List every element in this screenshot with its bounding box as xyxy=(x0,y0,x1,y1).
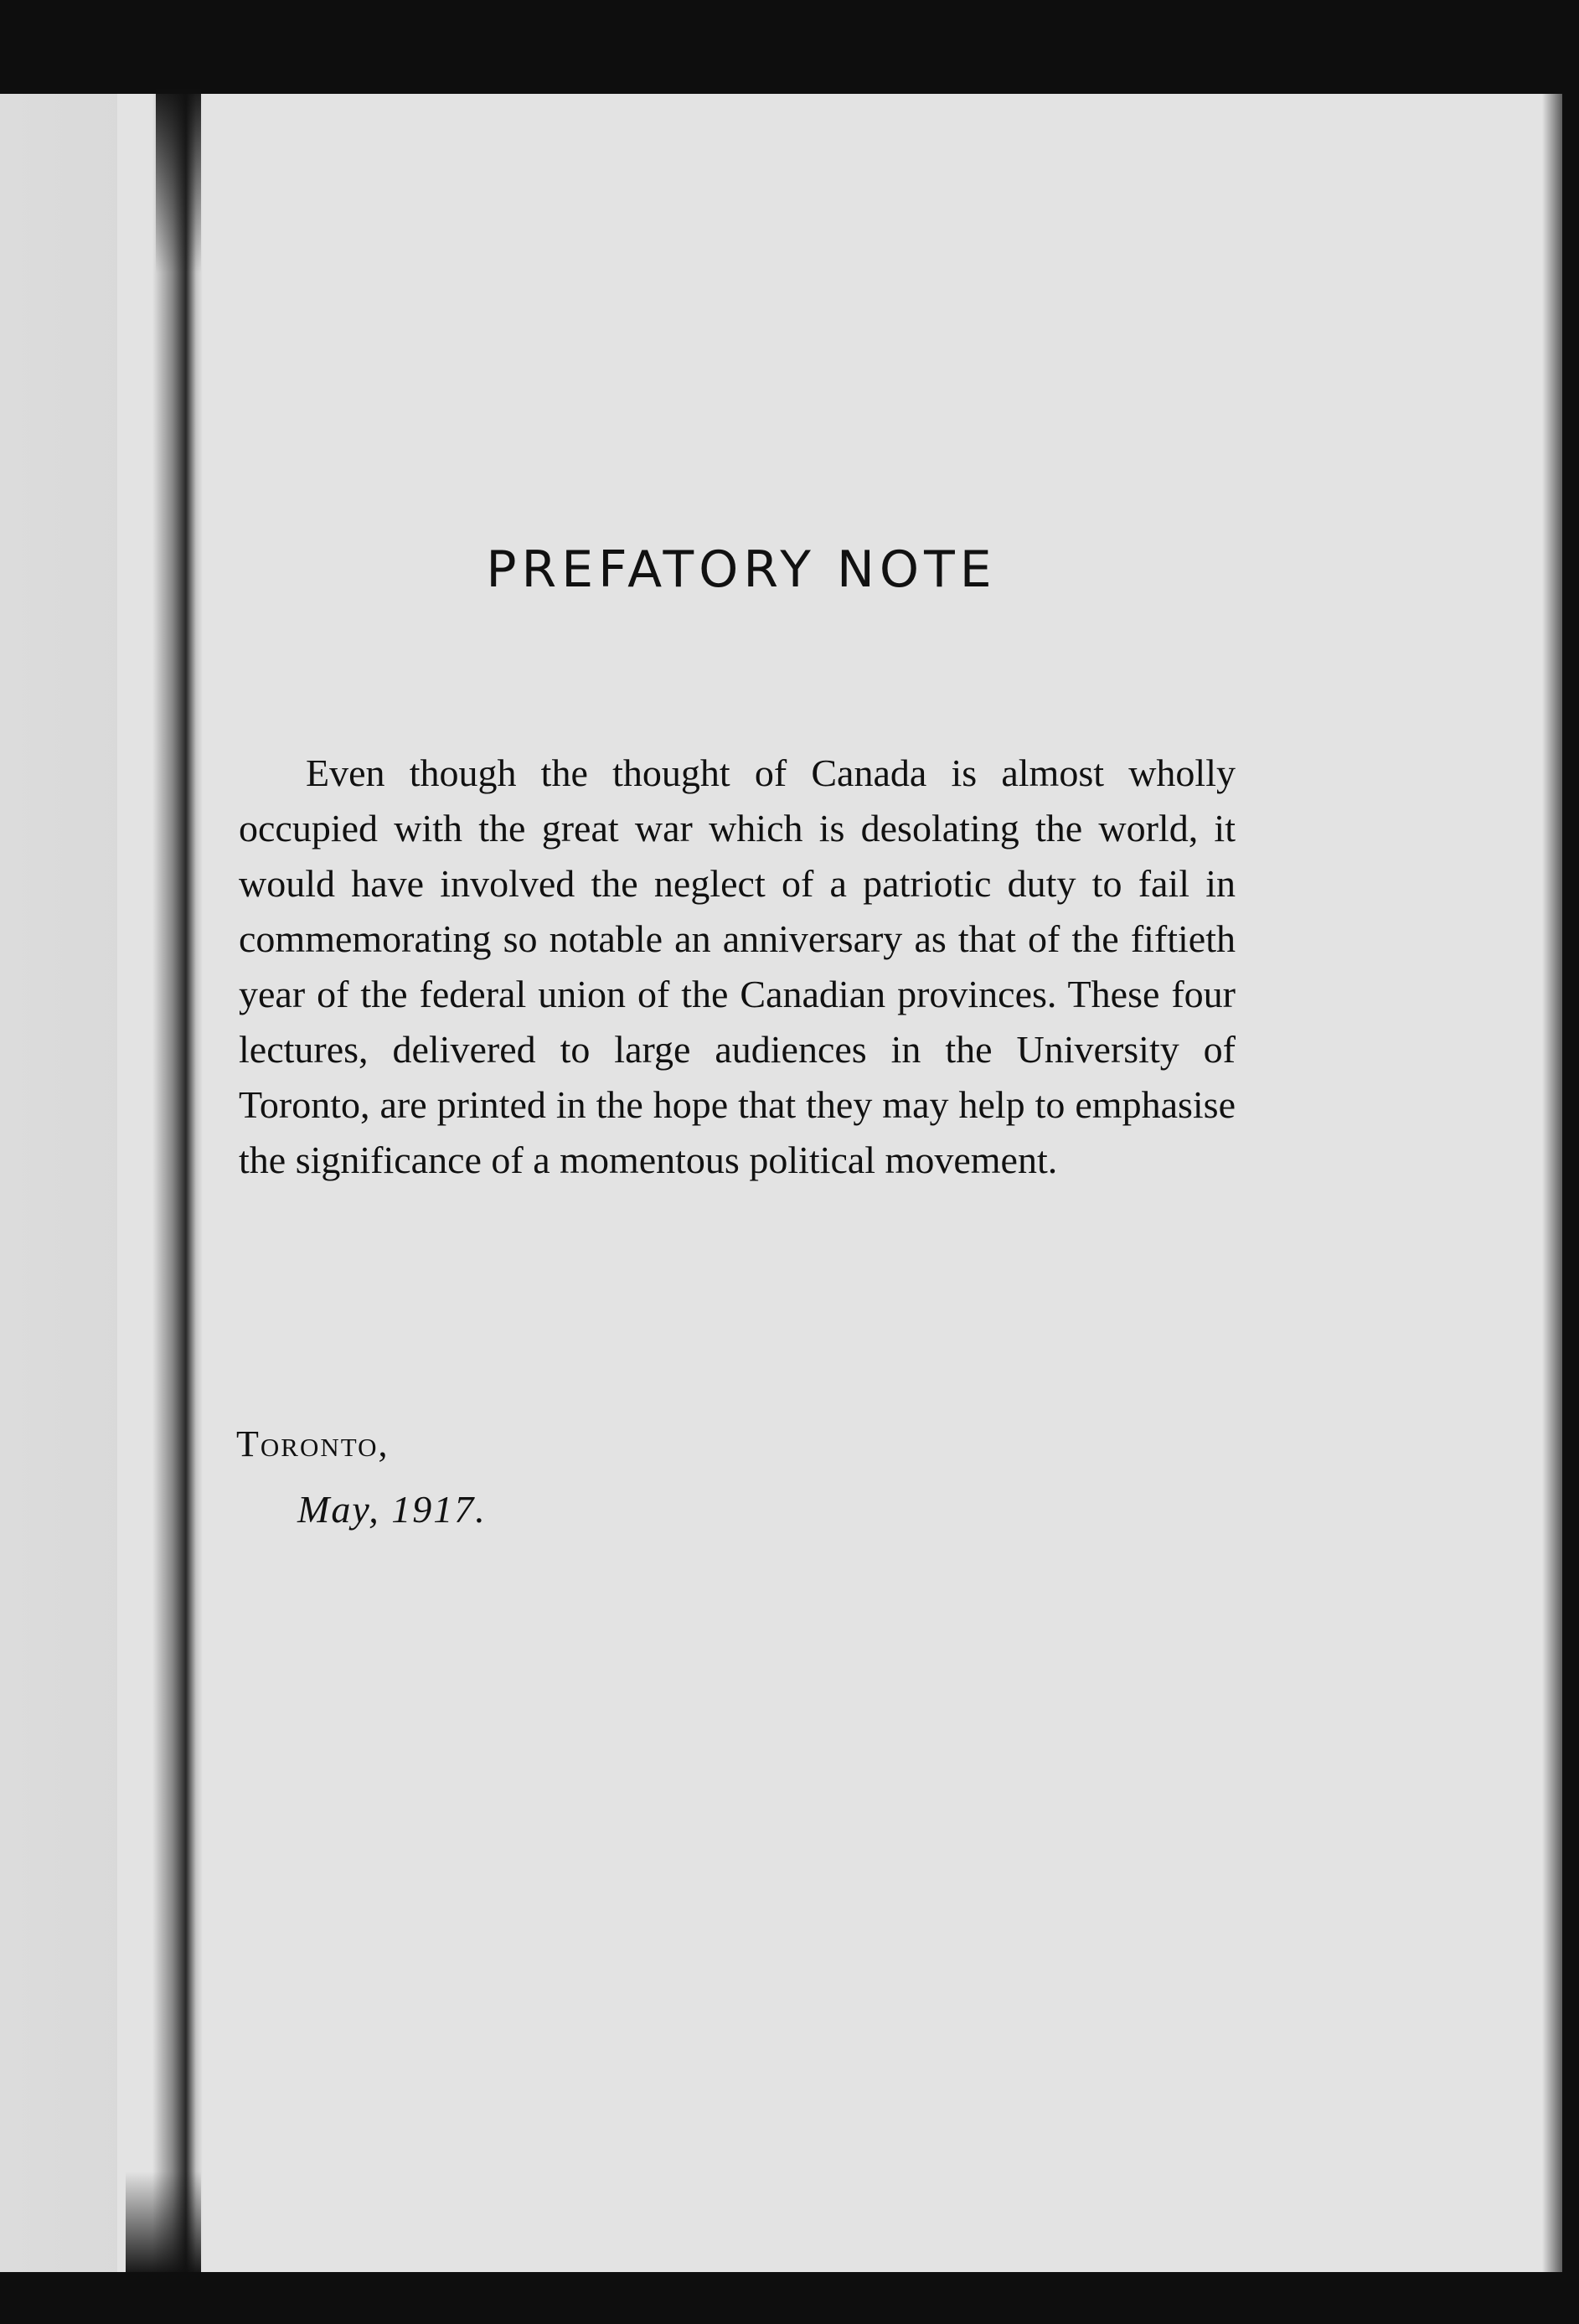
binding-shadow xyxy=(152,94,203,2272)
page-right-edge xyxy=(1542,94,1562,2272)
binding-shadow-top xyxy=(156,89,201,273)
page-heading: PREFATORY NOTE xyxy=(486,540,997,599)
binding-shadow-bottom xyxy=(126,2172,201,2272)
page-gutter-shading xyxy=(0,94,117,2272)
signoff-place: Toronto, xyxy=(236,1423,390,1464)
prefatory-paragraph: Even though the thought of Canada is almost wholly occupied with the great war which is desolating the world, it would have involved the neglect of a patriotic duty to fail in commemorating so notable an anniversary as that of the fiftieth year of the federal union of the Canadian provinces. These four lectures, delivered to large audiences in the University of Toronto, are printed in the hope that they may help to emphasise the significance of a momentous political movement. xyxy=(239,751,1236,1181)
signoff-date: May, 1917. xyxy=(297,1488,487,1531)
